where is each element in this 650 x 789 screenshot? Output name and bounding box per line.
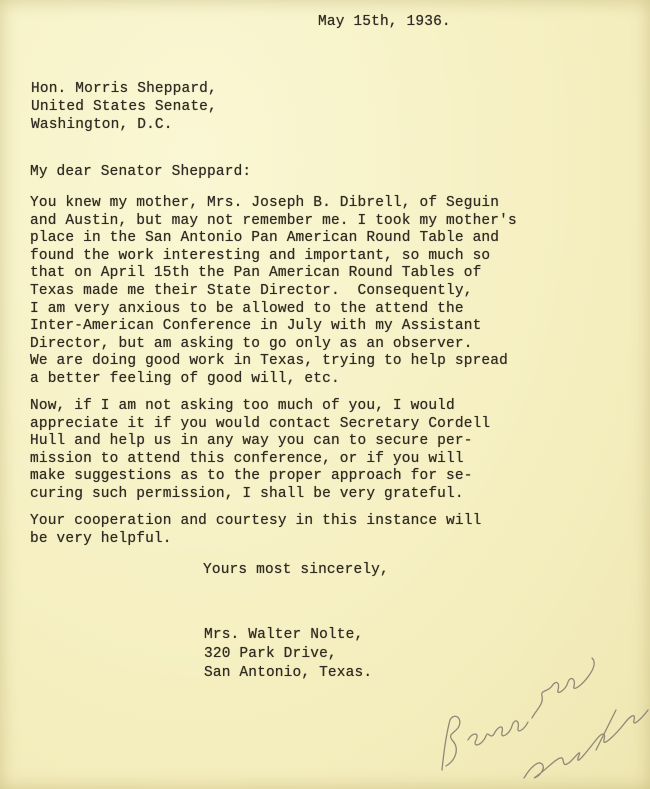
body-line: make suggestions as to the proper approach for se- bbox=[30, 468, 473, 485]
letter-date: May 15th, 1936. bbox=[318, 14, 451, 30]
recipient-line: Washington, D.C. bbox=[31, 117, 173, 133]
body-line: appreciate it if you would contact Secretary Cordell bbox=[30, 415, 491, 432]
signature-line: San Antonio, Texas. bbox=[204, 665, 373, 681]
closing: Yours most sincerely, bbox=[203, 562, 389, 578]
body-line: You knew my mother, Mrs. Joseph B. Dibrell, of Seguin bbox=[30, 195, 500, 211]
handwriting-stroke bbox=[468, 721, 528, 745]
body-line: mission to attend this conference, or if you will bbox=[30, 450, 464, 467]
body-line: Hull and help us in any way you can to secure per- bbox=[30, 433, 473, 450]
body-line: found the work interesting and important, so much so bbox=[30, 247, 491, 264]
body-line: place in the San Antonio Pan American Round Table and bbox=[30, 230, 500, 247]
body-line: that on April 15th the Pan American Round Tables of bbox=[30, 265, 482, 282]
handwriting-stroke bbox=[442, 716, 460, 770]
body-line: Director, but am asking to go only as an observer. bbox=[30, 335, 473, 352]
signature-line: Mrs. Walter Nolte, bbox=[204, 627, 364, 643]
handwritten-annotation bbox=[420, 600, 650, 789]
body-line: and Austin, but may not remember me. I took my mother's bbox=[30, 212, 517, 229]
handwriting-stroke bbox=[596, 710, 616, 750]
body-line: curing such permission, I shall be very grateful. bbox=[30, 486, 464, 502]
body-line: be very helpful. bbox=[30, 530, 172, 547]
signature-line: 320 Park Drive, bbox=[204, 646, 337, 662]
body-line: Inter-American Conference in July with my Assistant bbox=[30, 318, 482, 335]
body-line: We are doing good work in Texas, trying to help spread bbox=[30, 353, 508, 370]
handwriting-stroke bbox=[532, 658, 594, 718]
handwriting-stroke bbox=[524, 710, 648, 778]
recipient-line: Hon. Morris Sheppard, bbox=[31, 81, 217, 97]
body-line: Your cooperation and courtesy in this instance will bbox=[30, 513, 482, 529]
salutation: My dear Senator Sheppard: bbox=[30, 164, 252, 180]
body-line: Now, if I am not asking too much of you, I would bbox=[30, 398, 455, 414]
recipient-line: United States Senate, bbox=[31, 99, 217, 115]
body-line: Texas made me their State Director. Consequently, bbox=[30, 283, 473, 299]
body-line: I am very anxious to be allowed to the attend the bbox=[30, 300, 464, 317]
body-line: a better feeling of good will, etc. bbox=[30, 371, 340, 387]
